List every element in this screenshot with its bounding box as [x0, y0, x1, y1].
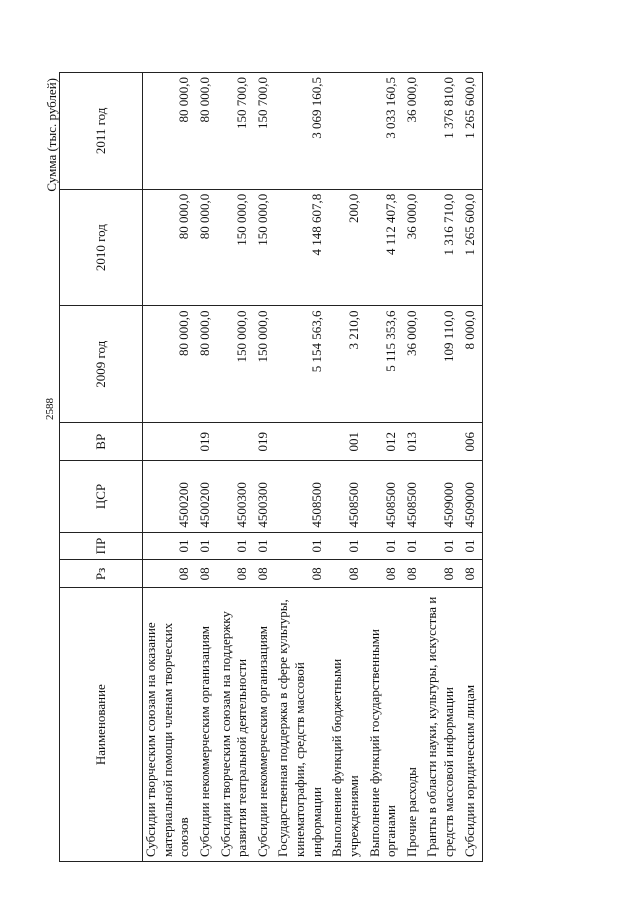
- cell-2010: 150 000,0: [255, 189, 276, 306]
- cell-2009: 109 110,0: [424, 306, 461, 423]
- cell-pr: 01: [404, 532, 425, 560]
- table-header-row: [60, 73, 143, 862]
- cell-2009: 8 000,0: [462, 306, 483, 423]
- cell-pr: 01: [255, 532, 276, 560]
- cell-pr: 01: [218, 532, 255, 560]
- cell-name: Субсидии некоммерческим организациям: [255, 588, 276, 862]
- header-2009: 2009 год: [60, 306, 143, 423]
- table-row: [462, 73, 483, 862]
- cell-name: Субсидии творческим союзам на оказание материальной помощи членам творческих союзов: [143, 588, 197, 862]
- cell-2010: 1 265 600,0: [462, 189, 483, 306]
- table-row: [143, 73, 197, 862]
- cell-2009: 3 210,0: [329, 306, 366, 423]
- cell-2010: 80 000,0: [143, 189, 197, 306]
- cell-2009: 36 000,0: [404, 306, 425, 423]
- table-row: [367, 73, 404, 862]
- cell-2010: 80 000,0: [197, 189, 218, 306]
- cell-name: Гранты в области науки, культуры, искусства и средств массовой информации: [424, 588, 461, 862]
- cell-pr: 01: [462, 532, 483, 560]
- cell-2010: 36 000,0: [404, 189, 425, 306]
- cell-rz: 08: [404, 560, 425, 588]
- table-row: [329, 73, 366, 862]
- cell-pr: 01: [197, 532, 218, 560]
- header-vr: ВР: [60, 423, 143, 461]
- cell-pr: 01: [424, 532, 461, 560]
- budget-table: [59, 72, 483, 862]
- cell-rz: 08: [197, 560, 218, 588]
- cell-2011: 150 700,0: [218, 73, 255, 190]
- cell-2009: 80 000,0: [197, 306, 218, 423]
- cell-vr: [275, 423, 329, 461]
- table-row: [255, 73, 276, 862]
- header-rz: Рз: [60, 560, 143, 588]
- cell-csr: 4500300: [218, 461, 255, 532]
- cell-vr: [143, 423, 197, 461]
- page-number: 2588: [44, 398, 56, 420]
- cell-name: Субсидии некоммерческим организациям: [197, 588, 218, 862]
- cell-name: Прочие расходы: [404, 588, 425, 862]
- cell-2010: 4 148 607,8: [275, 189, 329, 306]
- cell-2011: 150 700,0: [255, 73, 276, 190]
- table-row: [218, 73, 255, 862]
- cell-pr: 01: [329, 532, 366, 560]
- table-row: [404, 73, 425, 862]
- cell-name: Государственная поддержка в сфере культуры, кинематографии, средств массовой информации: [275, 588, 329, 862]
- cell-vr: 013: [404, 423, 425, 461]
- cell-vr: 019: [255, 423, 276, 461]
- cell-pr: 01: [143, 532, 197, 560]
- cell-csr: 4509000: [462, 461, 483, 532]
- table-row: [424, 73, 461, 862]
- header-pr: ПР: [60, 532, 143, 560]
- cell-rz: 08: [424, 560, 461, 588]
- cell-rz: 08: [462, 560, 483, 588]
- cell-rz: 08: [367, 560, 404, 588]
- cell-2011: [329, 73, 366, 190]
- header-2010: 2010 год: [60, 189, 143, 306]
- cell-csr: 4508500: [329, 461, 366, 532]
- cell-2011: 80 000,0: [143, 73, 197, 190]
- header-csr: ЦСР: [60, 461, 143, 532]
- cell-pr: 01: [367, 532, 404, 560]
- cell-2009: 150 000,0: [218, 306, 255, 423]
- cell-csr: 4508500: [404, 461, 425, 532]
- cell-2011: 3 033 160,5: [367, 73, 404, 190]
- cell-2011: 80 000,0: [197, 73, 218, 190]
- cell-rz: 08: [143, 560, 197, 588]
- cell-name: Выполнение функций бюджетными учреждениями: [329, 588, 366, 862]
- header-2011: 2011 год: [60, 73, 143, 190]
- cell-rz: 08: [255, 560, 276, 588]
- cell-2011: 3 069 160,5: [275, 73, 329, 190]
- table-row: [197, 73, 218, 862]
- cell-2009: 150 000,0: [255, 306, 276, 423]
- cell-rz: 08: [329, 560, 366, 588]
- cell-csr: 4500200: [143, 461, 197, 532]
- cell-vr: [424, 423, 461, 461]
- cell-vr: 012: [367, 423, 404, 461]
- cell-2010: 4 112 407,8: [367, 189, 404, 306]
- cell-2009: 5 115 353,6: [367, 306, 404, 423]
- cell-name: Субсидии творческим союзам на поддержку развития театральной деятельности: [218, 588, 255, 862]
- cell-vr: 006: [462, 423, 483, 461]
- cell-2010: 1 316 710,0: [424, 189, 461, 306]
- header-name: Наименование: [60, 588, 143, 862]
- cell-name: Субсидии юридическим лицам: [462, 588, 483, 862]
- cell-csr: 4500300: [255, 461, 276, 532]
- cell-2009: 80 000,0: [143, 306, 197, 423]
- cell-2011: 1 265 600,0: [462, 73, 483, 190]
- cell-csr: 4500200: [197, 461, 218, 532]
- cell-2009: 5 154 563,6: [275, 306, 329, 423]
- cell-rz: 08: [275, 560, 329, 588]
- cell-vr: 001: [329, 423, 366, 461]
- cell-2010: 150 000,0: [218, 189, 255, 306]
- cell-2010: 200,0: [329, 189, 366, 306]
- cell-csr: 4509000: [424, 461, 461, 532]
- cell-2011: 36 000,0: [404, 73, 425, 190]
- cell-name: Выполнение функций государственными органами: [367, 588, 404, 862]
- table-row: [275, 73, 329, 862]
- cell-csr: 4508500: [367, 461, 404, 532]
- cell-2011: 1 376 810,0: [424, 73, 461, 190]
- units-caption: Сумма (тыс. рублей): [44, 78, 59, 192]
- cell-csr: 4508500: [275, 461, 329, 532]
- cell-vr: 019: [197, 423, 218, 461]
- cell-rz: 08: [218, 560, 255, 588]
- cell-pr: 01: [275, 532, 329, 560]
- cell-vr: [218, 423, 255, 461]
